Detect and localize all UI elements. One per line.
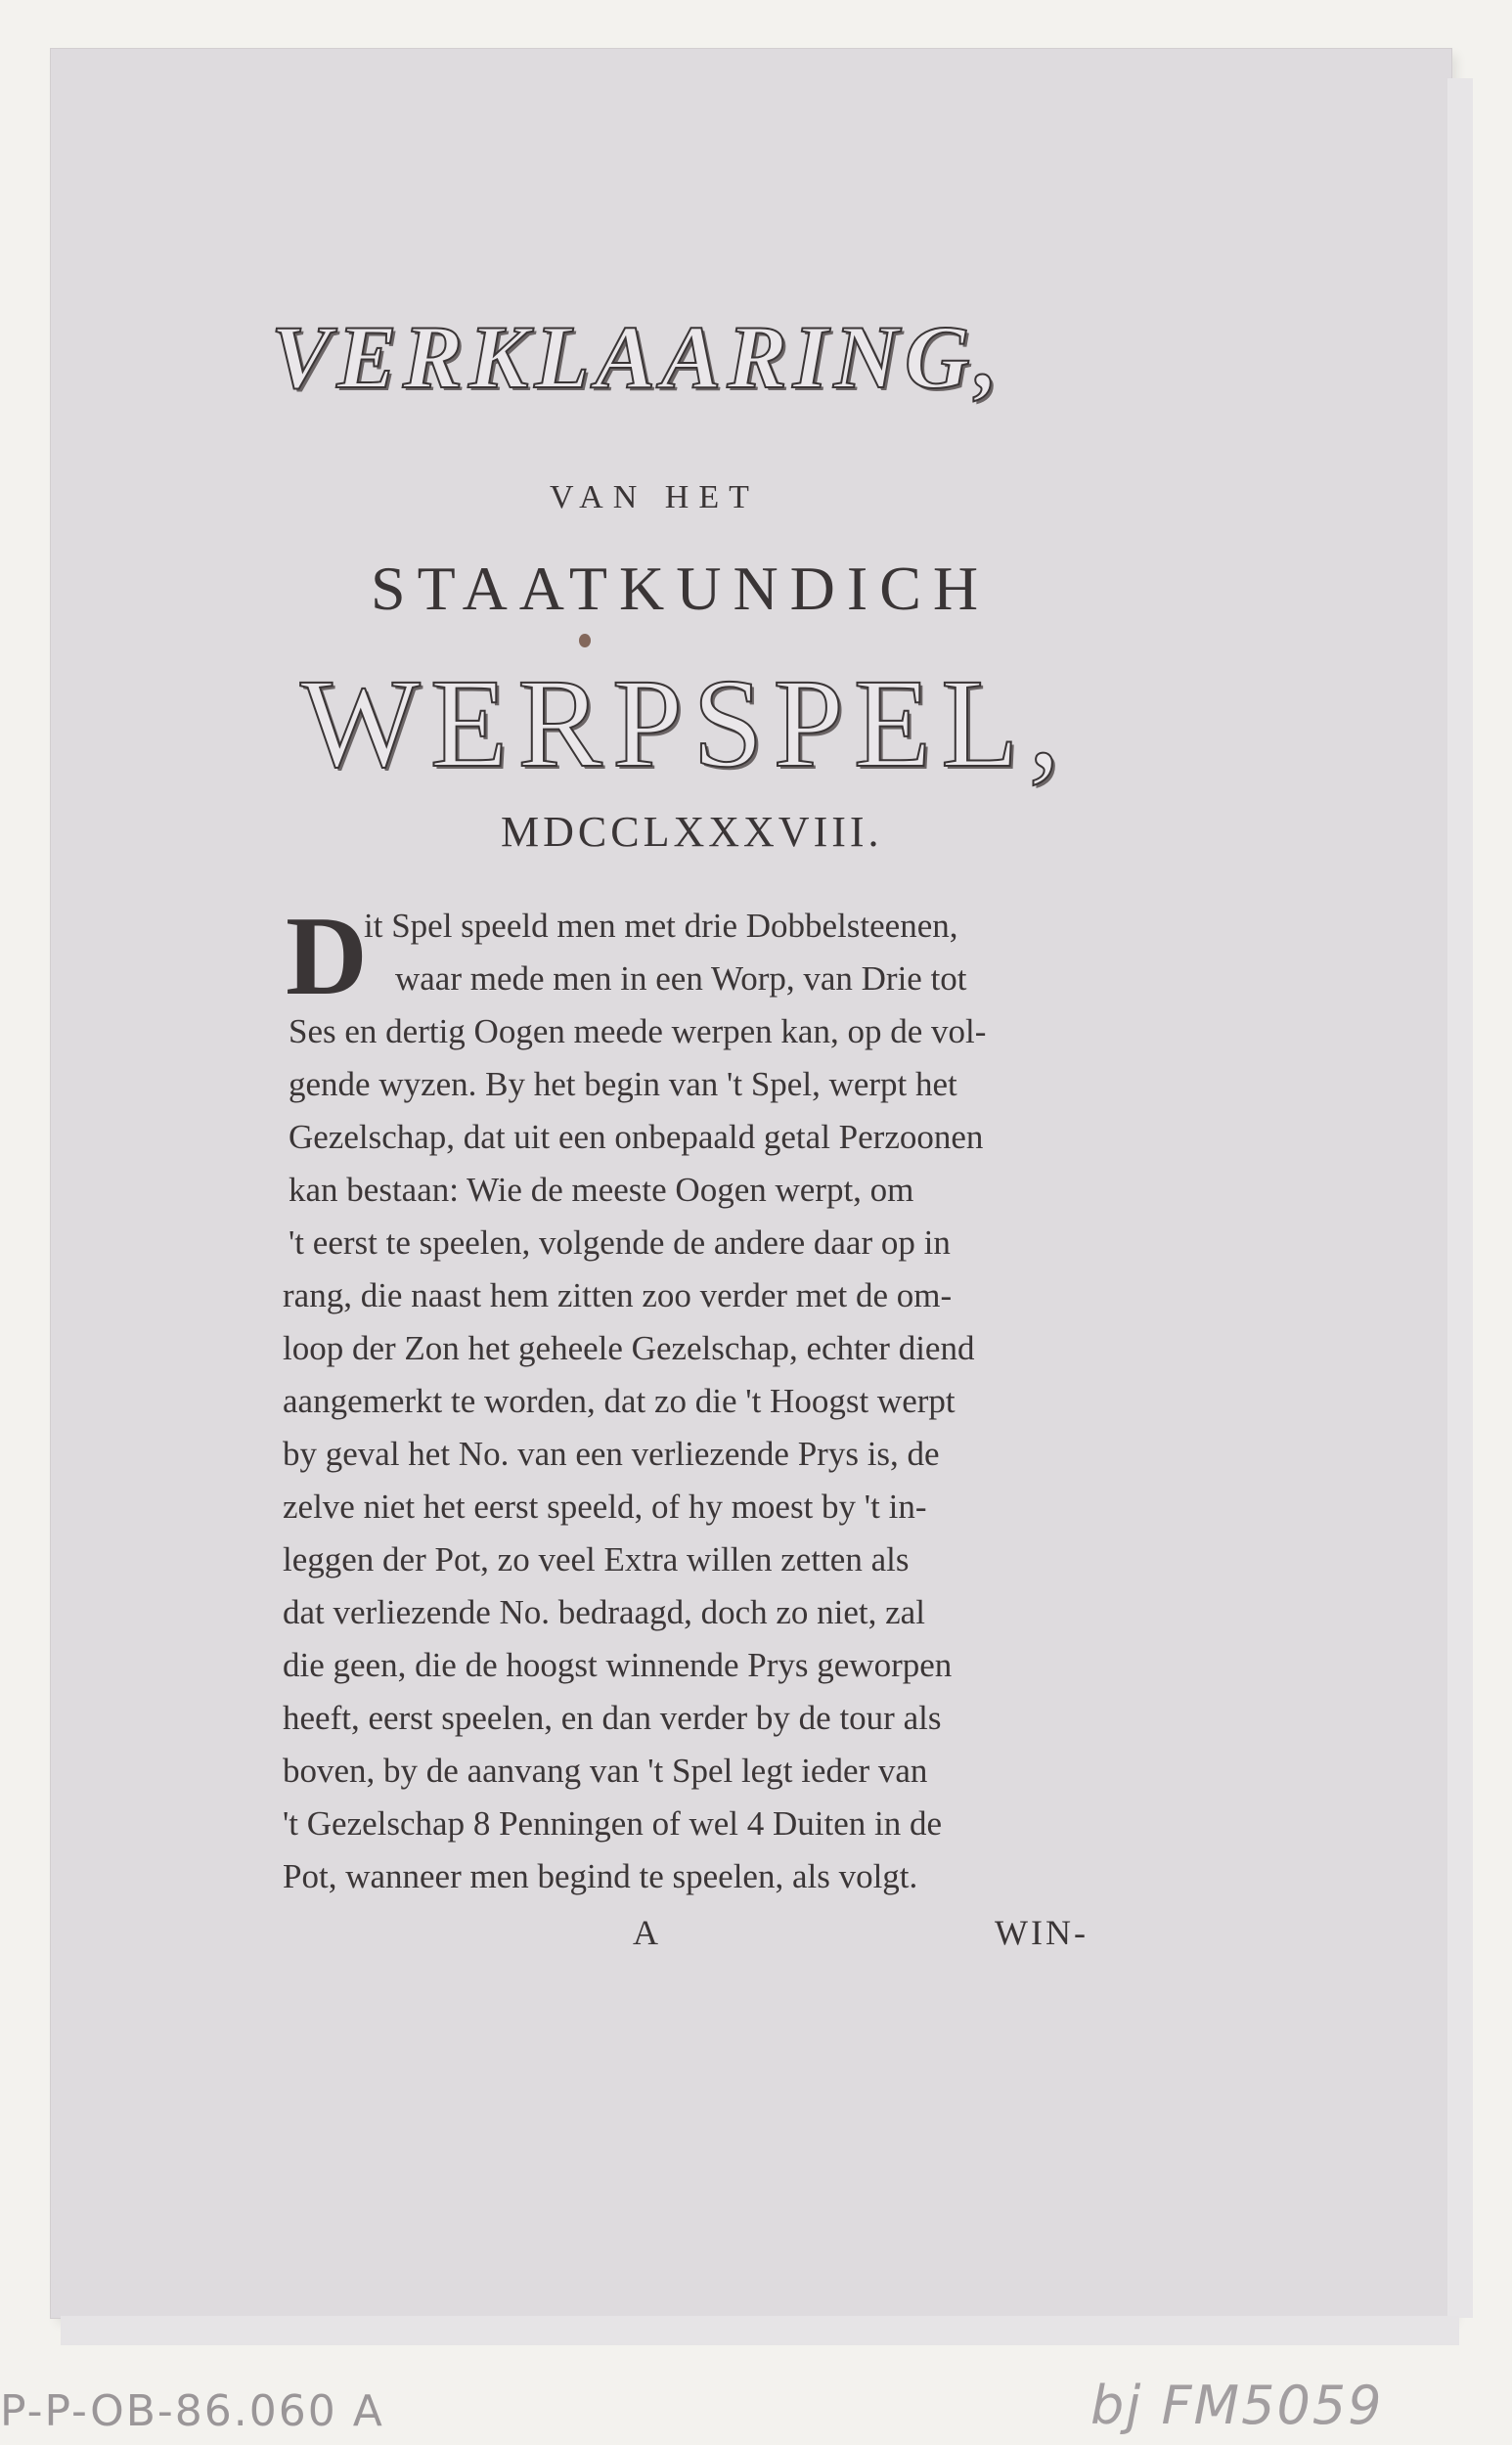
text-line: 't Gezelschap 8 Penningen of wel 4 Duiten in de bbox=[283, 1804, 943, 1843]
text-line: rang, die naast hem zitten zoo verder met de om- bbox=[283, 1276, 953, 1314]
signature-mark: A bbox=[633, 1913, 661, 1952]
document-title: VERKLAARING, bbox=[271, 307, 1004, 407]
text-line: boven, by de aanvang van 't Spel legt ieder van bbox=[283, 1752, 928, 1790]
printed-page bbox=[51, 49, 1451, 2318]
subtitle-large: STAATKUNDICH bbox=[371, 554, 991, 623]
text-line: loop der Zon het geheele Gezelschap, echter diend bbox=[283, 1329, 975, 1367]
catchword: WIN- bbox=[995, 1913, 1089, 1952]
text-line: waar mede men in een Worp, van Drie tot bbox=[395, 959, 967, 998]
text-line: it Spel speeld men met drie Dobbelsteenen, bbox=[364, 907, 958, 945]
text-line: Gezelschap, dat uit een onbepaald getal Perzoonen bbox=[289, 1118, 984, 1156]
text-line: aangemerkt te worden, dat zo die 't Hoogst werpt bbox=[283, 1382, 956, 1420]
main-heading: WERPSPEL, bbox=[300, 653, 1071, 794]
year-roman: MDCCLXXXVIII. bbox=[501, 808, 883, 856]
paper-sheet bbox=[51, 49, 1451, 2318]
text-line: gende wyzen. By het begin van 't Spel, werpt het bbox=[289, 1065, 957, 1103]
text-line: die geen, die de hoogst winnende Prys geworpen bbox=[283, 1646, 953, 1684]
paper-edge-bottom bbox=[61, 2316, 1459, 2345]
archive-number-left: P-P-OB-86.060 A bbox=[0, 2386, 384, 2436]
text-line: Ses en dertig Oogen meede werpen kan, op de vol- bbox=[289, 1012, 987, 1050]
subtitle-small: VAN HET bbox=[550, 479, 759, 515]
text-line: dat verliezende No. bedraagd, doch zo niet, zal bbox=[283, 1593, 925, 1631]
text-line: 't eerst te speelen, volgende de andere daar op in bbox=[289, 1223, 951, 1262]
drop-cap: D bbox=[286, 894, 368, 1019]
text-line: heeft, eerst speelen, en dan verder by de tour als bbox=[283, 1699, 942, 1737]
text-line: kan bestaan: Wie de meeste Oogen werpt, om bbox=[289, 1171, 914, 1209]
text-line: zelve niet het eerst speeld, of hy moest by 't in- bbox=[283, 1488, 927, 1526]
text-line: leggen der Pot, zo veel Extra willen zetten als bbox=[283, 1540, 910, 1578]
ink-stain bbox=[579, 634, 591, 647]
text-line: by geval het No. van een verliezende Prys is, de bbox=[283, 1435, 940, 1473]
archive-number-right: bj FM5059 bbox=[1090, 2375, 1384, 2436]
text-line: Pot, wanneer men begind te speelen, als volgt. bbox=[283, 1857, 918, 1895]
